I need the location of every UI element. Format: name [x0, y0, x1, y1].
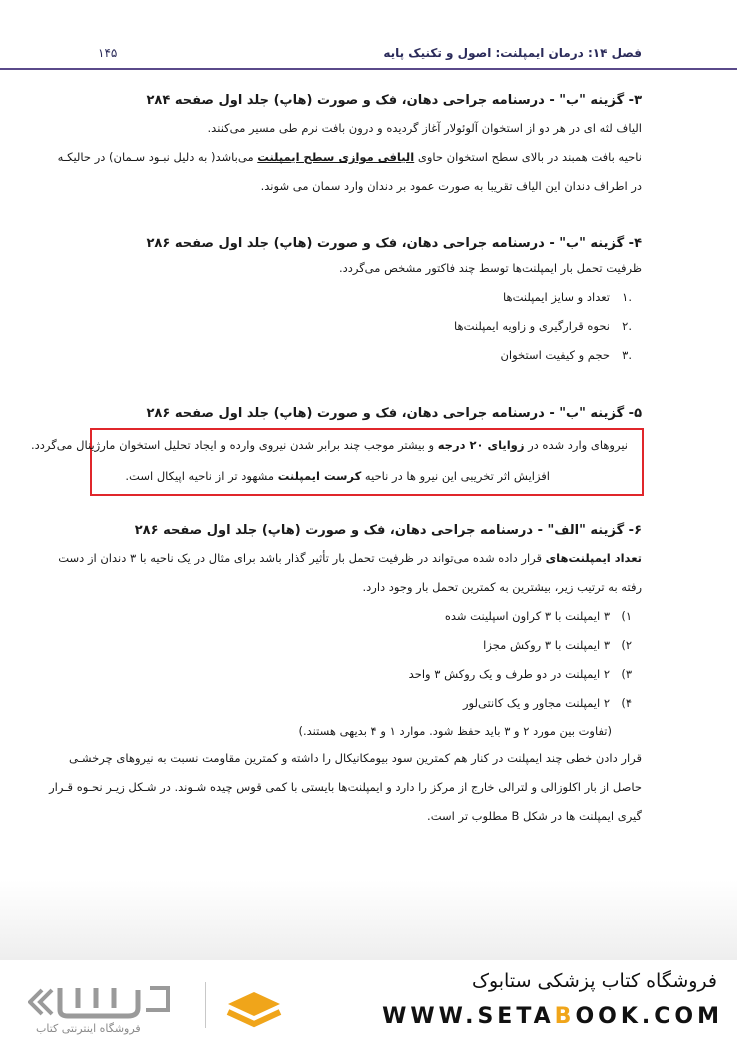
answer-6-line-2: رفته به ترتیب زیر، بیشترین به کمترین تحمل بار وجود دارد.	[362, 580, 642, 594]
answer-3-line-1: الیاف لثه ای در هر دو از استخوان آلوئولار آغاز گردیده و درون بافت نرم طی مسیر می‌کنند.	[207, 121, 642, 135]
list-item: ۲)۳ ایمپلنت با ۳ روکش مجزا	[483, 638, 632, 652]
store-url: WWW.SETABOOK.COM	[382, 1004, 723, 1029]
answer-6	[49, 521, 642, 831]
footer-fade	[0, 880, 737, 960]
answer-3-line-2: ناحیه بافت همبند در بالای سطح استخوان حاوی الیافی موازی سطح ایمپلنت می‌باشد( به دلیل نبـود سـمان) در حالیکـه	[57, 150, 642, 164]
list-item: .۳حجم و کیفیت استخوان	[500, 348, 632, 362]
answer-6-note: (تفاوت بین مورد ۲ و ۳ باید حفظ شود. موارد ۱ و ۴ بدیهی هستند.)	[298, 724, 612, 738]
answer-4-title: ۴- گزینه "ب" - درسنامه جراحی دهان، فک و صورت (هاپ) جلد اول صفحه ۲۸۶	[146, 236, 642, 251]
logo-caption: فروشگاه اینترنتی کتاب	[36, 1022, 141, 1035]
answer-3	[57, 91, 642, 201]
list-item: .۲نحوه قرارگیری و زاویه ایمپلنت‌ها	[454, 319, 632, 333]
answer-6-line-1: تعداد ایمپلنت‌های قرار داده شده می‌تواند در ظرفیت تحمل بار تأثیر گذار باشد برای مثال در یک ناحیه با ۳ دندان از دست	[58, 551, 642, 565]
footer-divider	[205, 982, 206, 1028]
answer-3-line-3: در اطراف دندان این الیاف تقریبا به صورت عمود بر دندان وارد سمان می شوند.	[260, 179, 642, 193]
answer-5-line-1: نیروهای وارد شده در زوایای ۲۰ درجه و بیشتر موجب چند برابر شدن نیروی وارده و ایجاد تحلیل استخوان مارژینال می‌گردد.	[31, 438, 628, 452]
highlight-box	[31, 428, 644, 496]
answer-6-para-1: قرار دادن خطی چند ایمپلنت در کنار هم کمترین سود بیومکانیکال را داشته و کمترین مقاومت نسبت به نیروهای چرخشـی	[68, 751, 642, 765]
list-item: ۴)۲ ایمپلنت مجاور و یک کانتی‌لور	[462, 696, 632, 710]
list-item: .۱تعداد و سایز ایمپلنت‌ها	[503, 290, 632, 304]
header-rule	[0, 68, 737, 70]
answer-4-intro: ظرفیت تحمل بار ایمپلنت‌ها توسط چند فاکتور مشخص می‌گردد.	[338, 261, 642, 275]
chapter-title: فصل ۱۴: درمان ایمپلنت: اصول و تکنیک پایه	[383, 46, 642, 60]
list-item: ۱)۳ ایمپلنت با ۳ کراون اسپلینت شده	[444, 609, 632, 623]
store-name: فروشگاه کتاب پزشکی ستابوک	[471, 970, 717, 992]
highlight-term: الیافی موازی سطح ایمپلنت	[257, 150, 415, 164]
page-number: ۱۴۵	[98, 46, 118, 60]
page-header	[0, 0, 737, 70]
answer-5	[88, 404, 642, 424]
answer-5-title: ۵- گزینه "ب" - درسنامه جراحی دهان، فک و صورت (هاپ) جلد اول صفحه ۲۸۶	[146, 406, 642, 421]
answer-6-title: ۶- گزینه "الف" - درسنامه جراحی دهان، فک و صورت (هاپ) جلد اول صفحه ۲۸۶	[134, 523, 642, 538]
answer-6-para-3: گیری ایمپلنت ها در شکل B مطلوب تر است.	[427, 809, 642, 823]
answer-4	[88, 234, 642, 370]
answer-3-title: ۳- گزینه "ب" - درسنامه جراحی دهان، فک و صورت (هاپ) جلد اول صفحه ۲۸۴	[146, 93, 642, 108]
store-footer	[0, 960, 737, 1042]
answer-6-para-2: حاصل از بار اکلوزالی و لترالی خارج از مرکز را دارد و ایمپلنت‌ها بایستی با کمی قوس چیده شـوند. در شـکل زیـر نحـوه قـرار	[49, 780, 642, 794]
list-item: ۳)۲ ایمپلنت در دو طرف و یک روکش ۳ واحد	[408, 667, 632, 681]
answer-5-line-2: افزایش اثر تخریبی این نیرو ها در ناحیه کرست ایمپلنت مشهود تر از ناحیه اپیکال است.	[125, 469, 550, 483]
